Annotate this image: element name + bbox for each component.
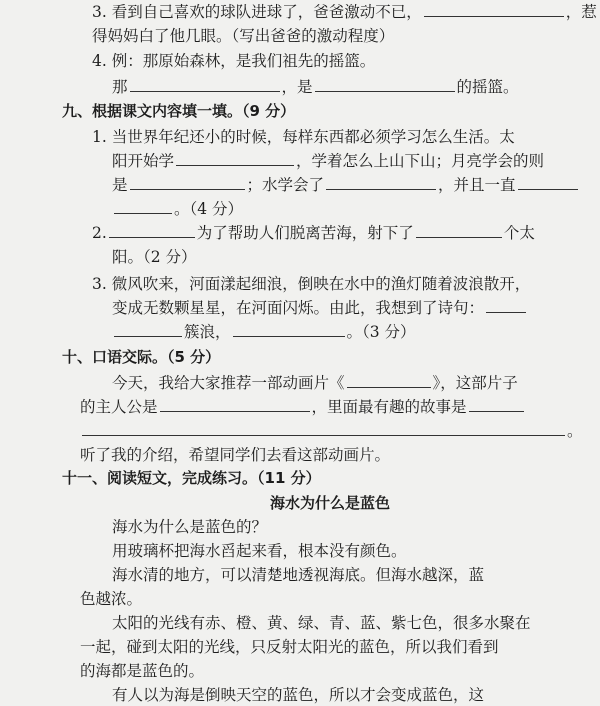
q10-line2: 的主人公是 ，里面最有趣的故事是 <box>80 396 526 418</box>
answer-blank[interactable] <box>315 76 455 92</box>
answer-blank[interactable] <box>469 396 524 412</box>
answer-blank[interactable] <box>518 174 578 190</box>
passage-line: 一起，碰到太阳的光线，只反射太阳光的蓝色，所以我们看到 <box>80 638 499 656</box>
answer-blank[interactable] <box>486 297 526 313</box>
q9-item1-line4: 。（4 分） <box>112 198 243 220</box>
q8-item3-line1: 3. 看到自己喜欢的球队进球了，爸爸激动不已， ，惹 <box>92 3 597 21</box>
passage-line: 有人以为海是倒映天空的蓝色，所以才会变成蓝色，这 <box>112 686 485 704</box>
passage-line: 色越浓。 <box>80 590 143 608</box>
answer-blank[interactable] <box>114 198 172 214</box>
q9-item3-line3: 簇浪， 。（3 分） <box>112 321 416 343</box>
passage-title: 海水为什么是蓝色 <box>270 494 391 512</box>
q10-line4: 听了我的介绍，希望同学们去看这部动画片。 <box>80 446 391 464</box>
q9-item2-line1: 2. 为了帮助人们脱离苦海，射下了 个太 <box>92 224 535 242</box>
passage-line: 海水清的地方，可以清楚地透视海底。但海水越深，蓝 <box>112 566 485 584</box>
section-9-heading: 九、根据课文内容填一填。（9 分） <box>62 102 296 120</box>
answer-blank[interactable] <box>176 150 294 166</box>
answer-blank[interactable] <box>233 321 345 337</box>
q9-item3-line2: 变成无数颗星星，在河面闪烁。由此，我想到了诗句： <box>112 297 528 319</box>
answer-blank[interactable] <box>130 76 280 92</box>
q8-item4-line1: 4. 例：那原始森林，是我们祖先的摇篮。 <box>92 52 376 70</box>
passage-line: 海水为什么是蓝色的？ <box>112 518 268 536</box>
section-10-heading: 十、口语交际。（5 分） <box>62 348 221 366</box>
q10-line3: 。 <box>80 420 583 442</box>
q8-item3-line2: 得妈妈白了他几眼。（写出爸爸的激动程度） <box>92 27 395 45</box>
answer-blank[interactable] <box>109 222 195 238</box>
answer-blank[interactable] <box>160 396 310 412</box>
passage-line: 用玻璃杯把海水舀起来看，根本没有颜色。 <box>112 542 407 560</box>
q8-item4-line2: 那 ，是 的摇篮。 <box>112 78 519 96</box>
q9-item3-line1: 3. 微风吹来，河面漾起细浪，倒映在水中的渔灯随着波浪散开， <box>92 275 531 293</box>
q9-item1-line2: 阳开始学 ，学着怎么上山下山；月亮学会的则 <box>112 152 545 170</box>
passage-line: 的海都是蓝色的。 <box>80 662 205 680</box>
q9-item1-line3: 是 ；水学会了 ，并且一直 <box>112 174 580 196</box>
section-11-heading: 十一、阅读短文，完成练习。（11 分） <box>62 469 321 487</box>
passage-line: 太阳的光线有赤、橙、黄、绿、青、蓝、紫七色，很多水聚在 <box>112 614 531 632</box>
answer-blank[interactable] <box>326 174 436 190</box>
q10-line1: 今天，我给大家推荐一部动画片《 》，这部片子 <box>112 374 518 392</box>
q9-item2-line2: 阳。（2 分） <box>112 248 197 266</box>
answer-blank[interactable] <box>347 372 431 388</box>
answer-blank[interactable] <box>130 174 245 190</box>
answer-blank[interactable] <box>424 1 564 17</box>
answer-blank[interactable] <box>416 222 502 238</box>
q9-item1-line1: 1. 当世界年纪还小的时候，每样东西都必须学习怎么生活。太 <box>92 128 515 146</box>
answer-blank[interactable] <box>114 321 182 337</box>
answer-blank[interactable] <box>82 420 565 436</box>
